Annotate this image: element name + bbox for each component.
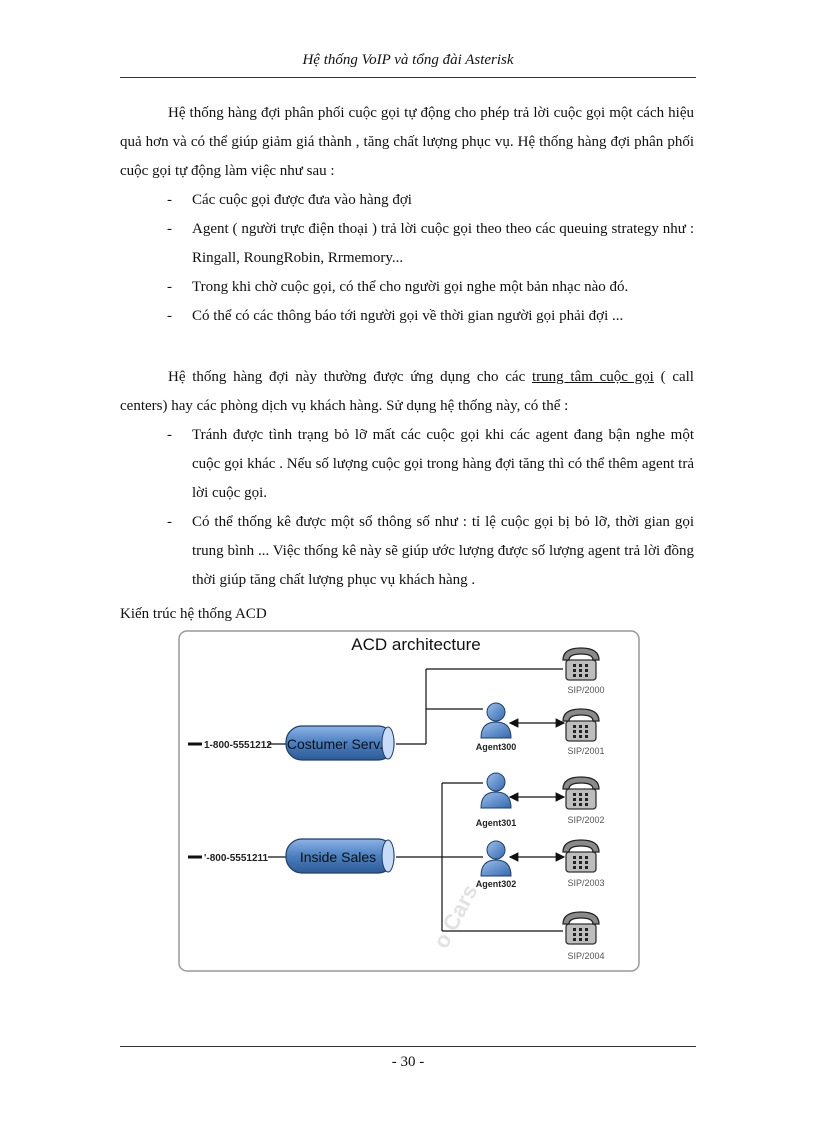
intro-paragraph-text: Hệ thống hàng đợi phân phối cuộc gọi tự động cho phép trả lời cuộc gọi một cách hiệu quả hơn và có thể giúp giảm giá thành , tăng chất lượng phục vụ. Hệ thống hàng đợi phân phối cuộc gọi tự động làm việc như sau : — [120, 105, 694, 179]
acd-diagram — [178, 630, 640, 972]
call-center-link[interactable]: trung tâm cuộc gọi — [531, 369, 654, 385]
watermark-text: o Cars — [428, 880, 483, 953]
inbound-number-2: '-800-5551211 — [204, 853, 269, 864]
bullet-dash: - — [167, 308, 172, 324]
list-item — [120, 273, 694, 302]
list-item-text: Các cuộc gọi được đưa vào hàng đợi — [192, 192, 412, 208]
list-item — [120, 186, 694, 215]
list-item-text: Có thể thống kê được một số thông số như : tỉ lệ cuộc gọi bị bỏ lỡ, thời gian gọi trung bình ... Việc thống kê này sẽ giúp ước lượng được số lượng agent trả lời đồng thời giúp tăng chất lượng phục vụ khách hàng . — [192, 514, 694, 588]
list-item-text: Tránh được tình trạng bỏ lỡ mất các cuộc gọi khi các agent đang bận nghe một cuộc gọi khác . Nếu số lượng cuộc gọi trong hàng đợi tăng thì có thể thêm agent trả lời cuộc gọi. — [192, 427, 694, 501]
header-divider — [120, 77, 696, 78]
list-item — [120, 508, 694, 595]
page-header-title: Hệ thống VoIP và tổng đài Asterisk — [302, 52, 514, 68]
bullet-dash: - — [167, 279, 172, 295]
phone-label: SIP/2001 — [567, 746, 605, 756]
list-item-text: Có thể có các thông báo tới người gọi về thời gian người gọi phải đợi ... — [192, 308, 624, 324]
phone-icon — [563, 777, 599, 809]
page-number: - 30 - — [391, 1054, 425, 1070]
footer-divider — [120, 1046, 696, 1047]
architecture-label: Kiến trúc hệ thống ACD — [120, 606, 267, 622]
acd-architecture-figure — [178, 630, 640, 972]
bullet-dash: - — [167, 514, 172, 530]
queue-label-1: Costumer Serv. — [286, 736, 384, 752]
phone-label: SIP/2002 — [567, 815, 605, 825]
usage-bullet-list — [120, 421, 694, 595]
list-item — [120, 302, 694, 331]
phone-icon — [563, 840, 599, 872]
agent-label: Agent301 — [475, 818, 517, 828]
phone-label: SIP/2004 — [567, 951, 605, 961]
list-item-text: Trong khi chờ cuộc gọi, có thể cho người gọi nghe một bản nhạc nào đó. — [192, 279, 629, 295]
agent-label: Agent300 — [475, 742, 517, 752]
usage-paragraph-text: Hệ thống hàng đợi này thường được ứng dụng cho các — [168, 369, 532, 385]
queue-inside-sales — [286, 839, 394, 873]
phone-icon — [563, 648, 599, 680]
list-item — [120, 215, 694, 273]
list-item — [120, 421, 694, 508]
list-item-text: Agent ( người trực điện thoại ) trả lời cuộc gọi theo theo các queuing strategy như : Ringall, RoungRobin, Rrmemory... — [192, 221, 694, 266]
inbound-number-1: 1-800-5551212 — [204, 740, 272, 751]
intro-bullet-list — [120, 186, 694, 331]
usage-paragraph-text-end: ( call centers) hay các phòng dịch vụ khách hàng. Sử dụng hệ thống này, có thể : — [120, 369, 694, 414]
phone-icon — [563, 709, 599, 741]
bullet-dash: - — [167, 192, 172, 208]
bullet-dash: - — [167, 221, 172, 237]
usage-paragraph — [120, 363, 694, 421]
queue-costumer-service — [286, 726, 394, 760]
intro-paragraph — [120, 99, 694, 186]
figure-title: ACD architecture — [351, 635, 481, 654]
phone-icon — [563, 912, 599, 944]
phone-label: SIP/2003 — [567, 878, 605, 888]
bullet-dash: - — [167, 427, 172, 443]
queue-label-2: Inside Sales — [299, 849, 377, 865]
phone-label: SIP/2000 — [567, 685, 605, 695]
agent-label: Agent302 — [475, 879, 517, 889]
